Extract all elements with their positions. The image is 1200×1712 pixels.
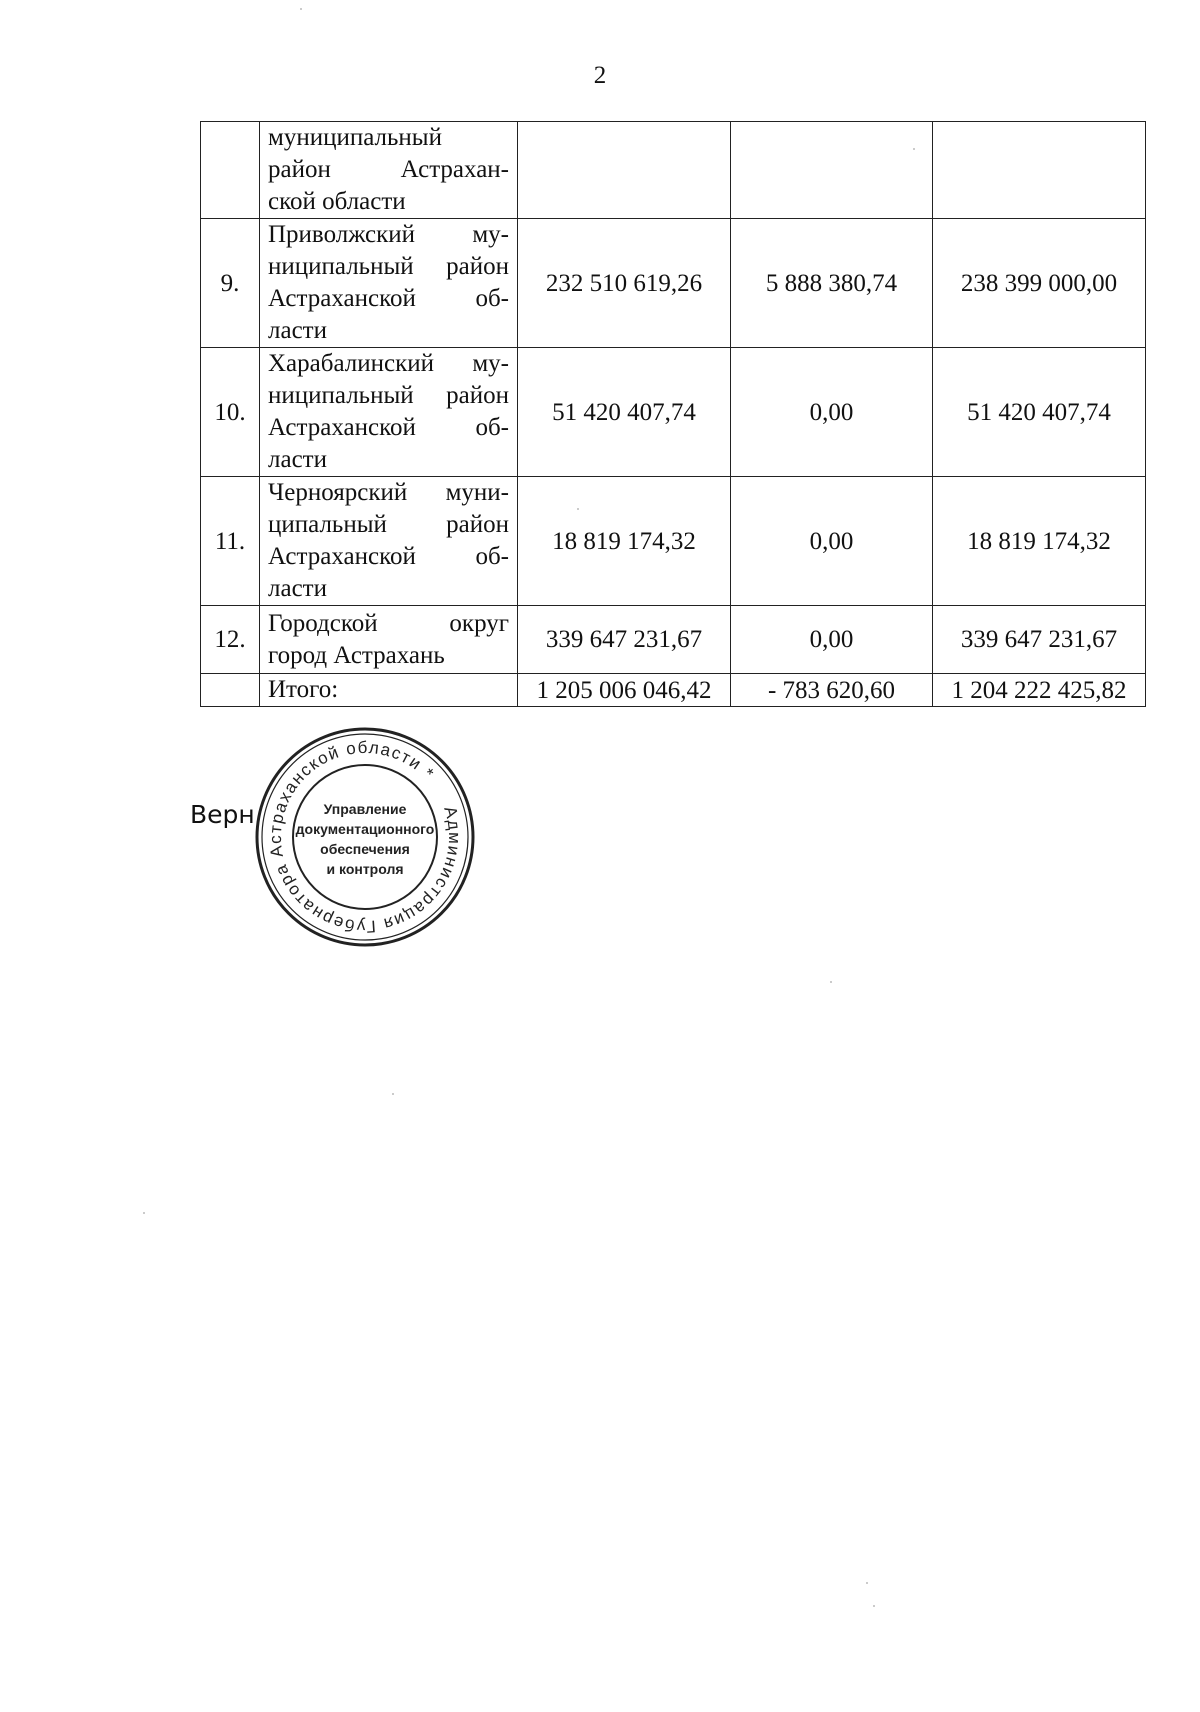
name-line: ниципальный район: [268, 382, 509, 409]
verno-text: Верн: [190, 800, 255, 829]
stamp-seal-icon: [250, 722, 480, 952]
name-line: Приволжский му-: [268, 221, 509, 248]
amount-cell: 18 819 174,32: [518, 477, 731, 606]
total-amount-cell: - 783 620,60: [731, 674, 933, 707]
municipality-name: [260, 348, 518, 477]
name-line: ласти: [268, 446, 327, 473]
name-line: ласти: [268, 317, 327, 344]
amount-cell: 51 420 407,74: [933, 348, 1146, 477]
name-line: Черноярский муни-: [268, 479, 509, 506]
scan-speck: [392, 1093, 394, 1095]
table-row: [201, 606, 1146, 674]
name-line: Астраханской об-: [268, 414, 509, 441]
municipality-name: [260, 219, 518, 348]
amount-cell: 51 420 407,74: [518, 348, 731, 477]
amount-cell: 238 399 000,00: [933, 219, 1146, 348]
amount-cell: [518, 122, 731, 219]
amount-cell: 339 647 231,67: [518, 606, 731, 674]
name-line: Астраханской об-: [268, 285, 509, 312]
scan-speck: [866, 1582, 868, 1584]
amount-cell: 339 647 231,67: [933, 606, 1146, 674]
amount-cell: [933, 122, 1146, 219]
scan-speck: [830, 981, 832, 983]
table-row: [201, 122, 1146, 219]
municipality-name: [260, 606, 518, 674]
amount-cell: 18 819 174,32: [933, 477, 1146, 606]
table-row: [201, 219, 1146, 348]
name-line: муниципальный: [268, 124, 442, 151]
scan-speck: [143, 1212, 145, 1214]
amount-cell: 5 888 380,74: [731, 219, 933, 348]
row-number: 9.: [201, 219, 260, 348]
stamp-center-line: обеспечения: [320, 841, 410, 857]
row-number: 10.: [201, 348, 260, 477]
amount-cell: [731, 122, 933, 219]
scan-speck: [300, 8, 302, 10]
name-line: Городской округ: [268, 609, 509, 637]
table-row: [201, 348, 1146, 477]
row-number: [201, 674, 260, 707]
row-number: 12.: [201, 606, 260, 674]
total-label: Итого:: [260, 674, 518, 707]
total-amount-cell: 1 204 222 425,82: [933, 674, 1146, 707]
scan-speck: [577, 508, 579, 510]
scan-speck: [913, 148, 915, 150]
municipality-name: [260, 477, 518, 606]
row-number: [201, 122, 260, 219]
amount-cell: 232 510 619,26: [518, 219, 731, 348]
official-stamp: [250, 722, 480, 952]
svg-text:Администрация Губернатора Астр: [250, 722, 480, 952]
name-line: Харабалинский му-: [268, 350, 509, 377]
amount-cell: 0,00: [731, 477, 933, 606]
stamp-ring-text: Администрация Губернатора Астраханской области *: [265, 737, 465, 937]
total-amount-cell: 1 205 006 046,42: [518, 674, 731, 707]
name-line: Астраханской об-: [268, 543, 509, 570]
stamp-center-line: документационного: [295, 821, 435, 837]
name-line: ласти: [268, 575, 327, 602]
name-line: город Астрахань: [268, 641, 445, 669]
scan-speck: [873, 1605, 875, 1607]
stamp-center-line: и контроля: [326, 861, 404, 877]
table-row: [201, 477, 1146, 606]
page-number: 2: [593, 62, 607, 89]
municipality-name: [260, 122, 518, 219]
name-line: ниципальный район: [268, 253, 509, 280]
name-line: ципальный район: [268, 511, 509, 538]
name-line: ской области: [268, 188, 406, 215]
stamp-center-line: Управление: [323, 801, 407, 817]
row-number: 11.: [201, 477, 260, 606]
amount-cell: 0,00: [731, 606, 933, 674]
total-row: [201, 674, 1146, 707]
name-line: район Астрахан-: [268, 156, 509, 183]
amount-cell: 0,00: [731, 348, 933, 477]
budget-table: [200, 121, 1146, 707]
